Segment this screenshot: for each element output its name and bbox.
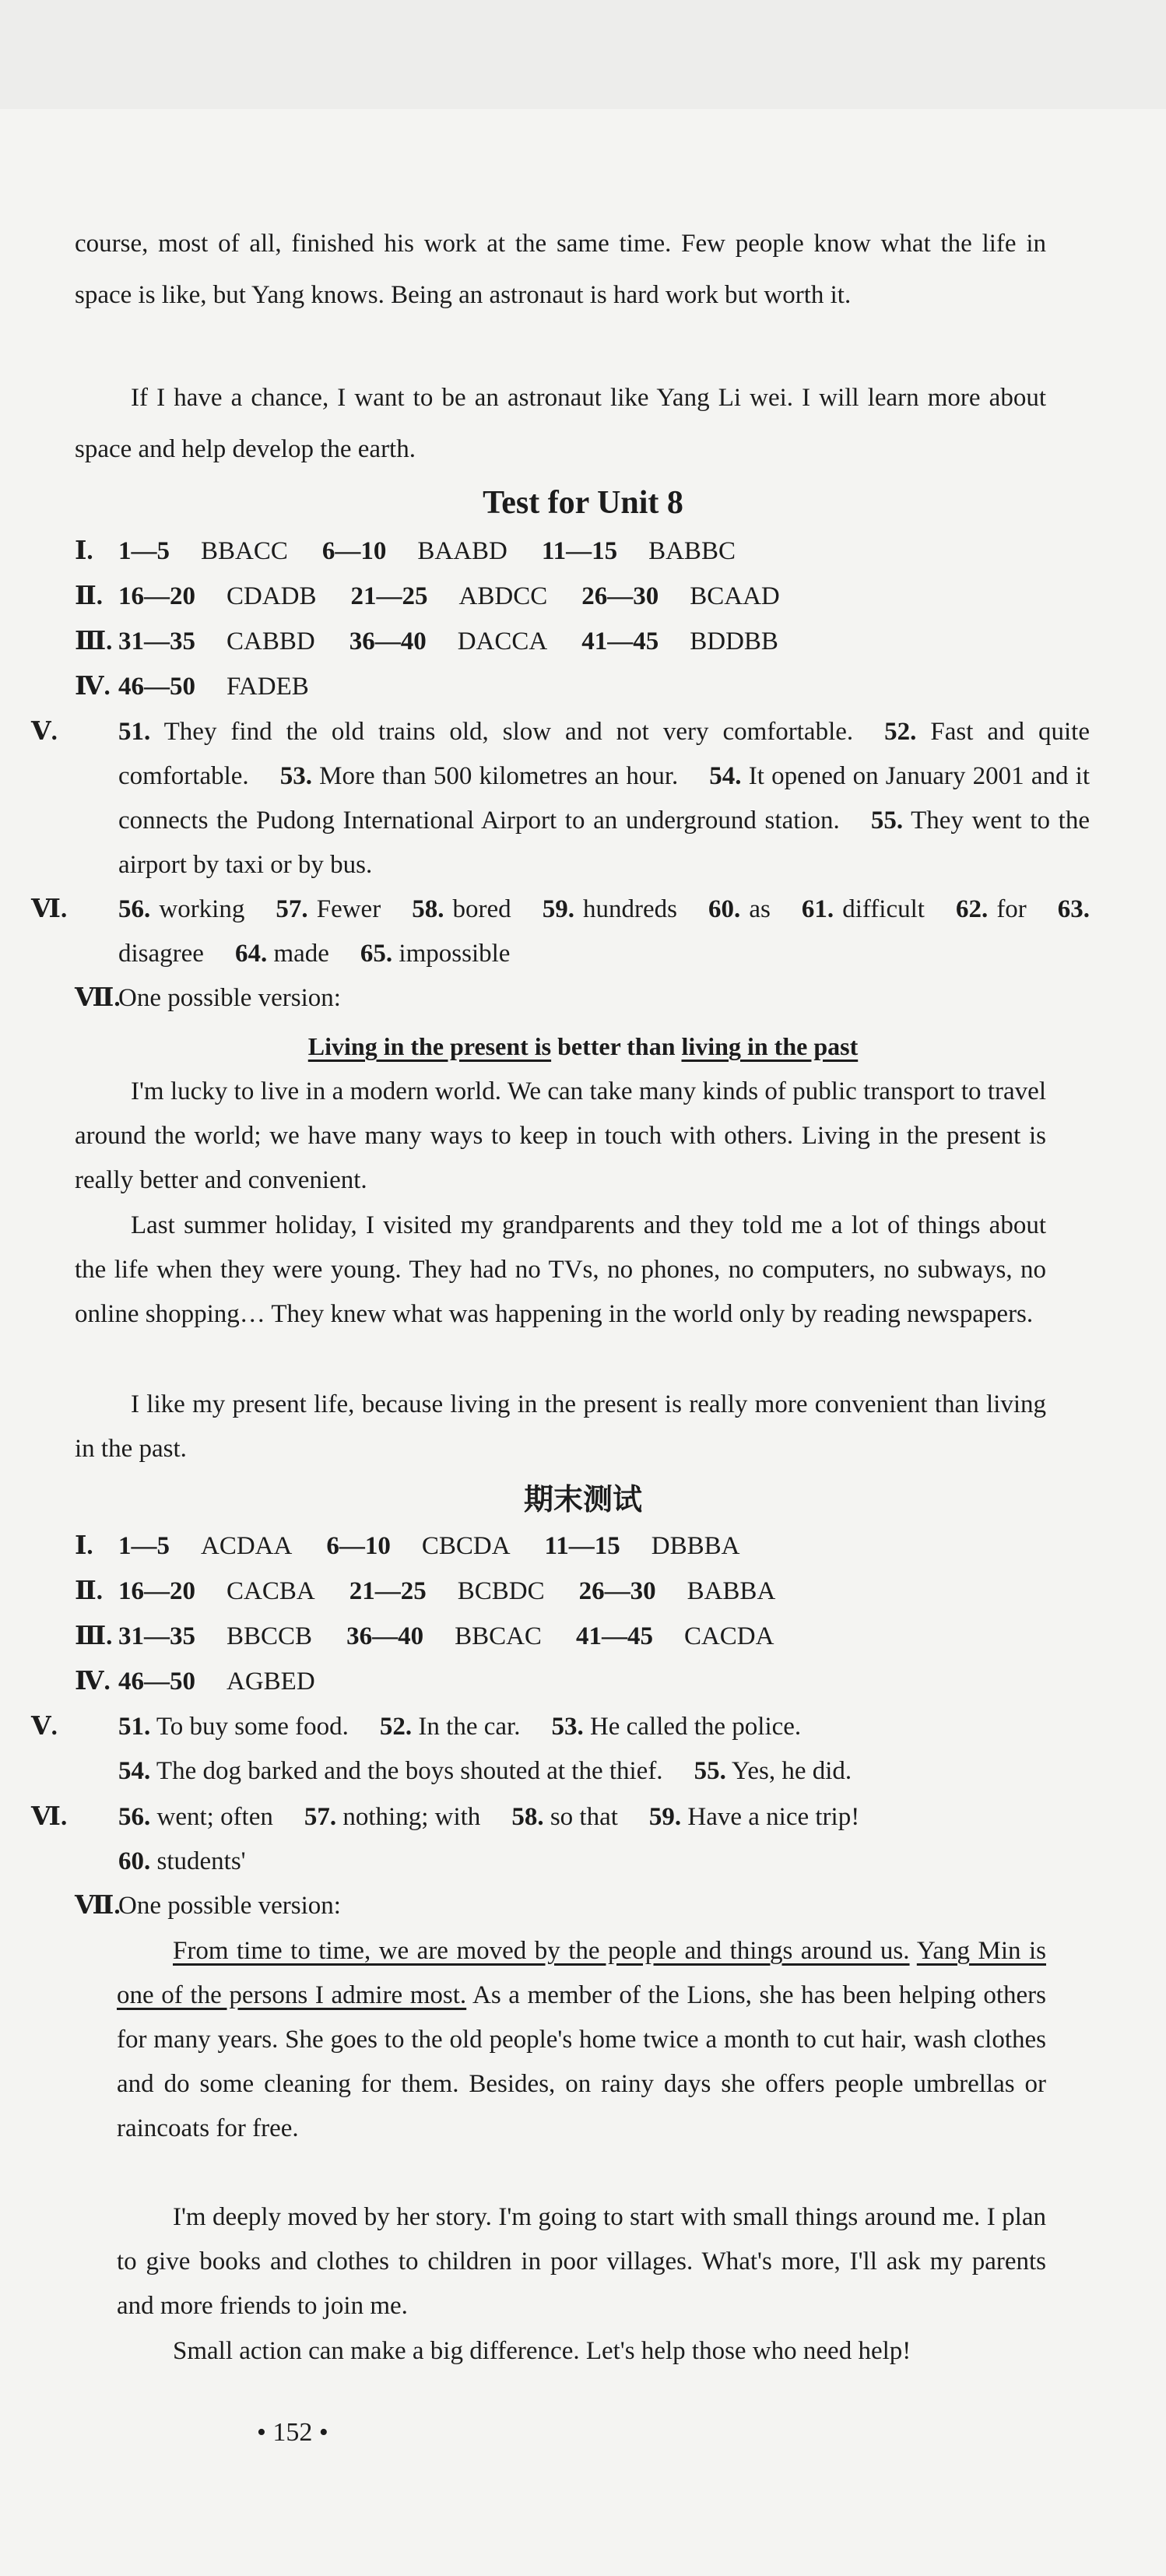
unit8-section-1 — [75, 529, 1055, 573]
answer-text: Fewer — [316, 895, 381, 923]
question-number: 55. — [870, 807, 904, 835]
final-section-2 — [75, 1569, 1055, 1613]
answer-text: for — [996, 895, 1027, 923]
question-number: 57. — [276, 895, 308, 923]
unit8-section-3 — [75, 620, 1055, 663]
question-range: 11—15 — [544, 1532, 620, 1560]
question-range: 36—40 — [349, 627, 427, 655]
question-number: 52. — [884, 718, 917, 746]
answer-text: impossible — [399, 940, 511, 968]
answer-text: as — [749, 895, 771, 923]
answer-text: so that — [550, 1803, 618, 1831]
answers: ABDCC — [458, 582, 548, 610]
intro-paragraph-1: course, most of all, finished his work at the same time. Few people know what the life in space is like, but Yang knows. Being an astronaut is hard work but worth it. — [75, 230, 1046, 309]
question-range: 41—45 — [575, 1622, 653, 1650]
answers: BABBA — [687, 1577, 776, 1605]
section-label: Ⅶ. — [75, 1892, 121, 1920]
answers: BBCCB — [227, 1622, 313, 1650]
answer-text: He called the police. — [589, 1713, 802, 1741]
answers: BBACC — [201, 537, 288, 565]
answers: BCAAD — [690, 582, 780, 610]
question-number: 60. — [118, 1847, 151, 1875]
unit8-essay-paragraph-2: Last summer holiday, I visited my grandparents and they told me a lot of things about the life when they were young. They had no TVs, no phones, no computers, no subways, no online shopping… They knew what was happening in the world only by reading newspapers. — [75, 1211, 1046, 1328]
essay-paragraph-1-rest: As a member of the Lions, she has been helping others for many years. She goes to the old people's home twice a month to cut hair, wash clothes and do some cleaning for them. Besides, on rainy days she offers people umbrellas or raincoats for free. — [117, 1981, 1046, 2142]
unit8-section-7 — [75, 976, 1055, 1020]
section-label: Ⅴ. — [31, 718, 58, 746]
essay-title-part-1: Living in the present is — [307, 1032, 552, 1060]
answers: CBCDA — [421, 1532, 511, 1560]
question-number: 53. — [279, 762, 312, 790]
answer-text: Yes, he did. — [731, 1757, 852, 1785]
answer-text: working — [159, 895, 245, 923]
answer-text: nothing; with — [342, 1803, 481, 1831]
unit8-section-5 — [31, 710, 1090, 887]
answers: CACBA — [227, 1577, 315, 1605]
answers: ACDAA — [201, 1532, 293, 1560]
question-range: 31—35 — [118, 1622, 195, 1650]
answer-text: It opened on January 2001 and it connects the Pudong International Airport to an underground station. — [118, 762, 1090, 835]
question-range: 11—15 — [541, 537, 618, 565]
answers: FADEB — [227, 673, 309, 701]
section-label: Ⅰ. — [75, 1532, 93, 1560]
answers: BCBDC — [457, 1577, 545, 1605]
section-intro: One possible version: — [118, 1892, 341, 1920]
question-number: 60. — [708, 895, 741, 923]
answer-text: The dog barked and the boys shouted at the thief. — [156, 1757, 663, 1785]
scan-top-band — [0, 0, 1166, 109]
answers: BABBC — [648, 537, 736, 565]
section-label: Ⅶ. — [75, 984, 121, 1012]
final-section-1 — [75, 1524, 1055, 1568]
question-number: 54. — [118, 1757, 151, 1785]
section-label: Ⅳ. — [75, 1668, 111, 1696]
section-label: Ⅲ. — [75, 627, 113, 655]
answers: CABBD — [227, 627, 315, 655]
final-section-3 — [75, 1615, 1055, 1658]
question-range: 6—10 — [326, 1532, 391, 1560]
section-label: Ⅱ. — [75, 582, 104, 610]
answer-text: hundreds — [583, 895, 678, 923]
answer-text: disagree — [118, 940, 204, 968]
page-number: • 152 • — [257, 2418, 328, 2447]
question-number: 65. — [360, 940, 393, 968]
answer-text: They went to the airport by taxi or by bus. — [118, 807, 1090, 879]
answer-text: bored — [452, 895, 511, 923]
answers: BAABD — [417, 537, 507, 565]
answer-text: In the car. — [418, 1713, 521, 1741]
question-number: 59. — [542, 895, 574, 923]
final-essay-paragraph-3: Small action can make a big difference. Let's help those who need help! — [173, 2337, 911, 2365]
answer-text: students' — [156, 1847, 246, 1875]
question-number: 56. — [118, 895, 151, 923]
question-range: 26—30 — [581, 582, 659, 610]
question-number: 57. — [304, 1803, 337, 1831]
answer-text: Have a nice trip! — [687, 1803, 860, 1831]
answer-text: To buy some food. — [156, 1713, 349, 1741]
answers: BBCAC — [455, 1622, 542, 1650]
question-number: 52. — [379, 1713, 413, 1741]
question-range: 21—25 — [349, 1577, 427, 1605]
question-range: 1—5 — [118, 1532, 170, 1560]
question-number: 62. — [955, 895, 989, 923]
final-section-5 — [31, 1705, 1090, 1794]
final-section-7 — [75, 1884, 1055, 1928]
question-range: 1—5 — [118, 537, 170, 565]
section-intro: One possible version: — [118, 984, 341, 1012]
question-range: 41—45 — [581, 627, 659, 655]
unit8-title: Test for Unit 8 — [483, 485, 683, 521]
answer-text: More than 500 kilometres an hour. — [319, 762, 679, 790]
question-number: 53. — [551, 1713, 584, 1741]
question-number: 58. — [511, 1803, 544, 1831]
section-label: Ⅳ. — [75, 673, 111, 701]
unit8-essay-paragraph-3: I like my present life, because living in the present is really more convenient than living in the past. — [75, 1390, 1046, 1463]
question-number: 63. — [1057, 895, 1090, 923]
question-number: 59. — [648, 1803, 682, 1831]
final-section-4 — [75, 1660, 1055, 1703]
question-number: 51. — [118, 1713, 151, 1741]
essay-underlined-sentence-1: From time to time, we are moved by the people and things around us. — [173, 1937, 910, 1965]
essay-title-part-3: living in the past — [681, 1032, 859, 1060]
section-label: Ⅴ. — [31, 1713, 58, 1741]
question-number: 55. — [694, 1757, 726, 1785]
unit8-section-6 — [31, 887, 1090, 976]
question-number: 61. — [801, 895, 834, 923]
question-number: 51. — [118, 718, 151, 746]
question-range: 36—40 — [346, 1622, 424, 1650]
essay-title-part-2: better than — [551, 1032, 682, 1060]
answers: AGBED — [227, 1668, 315, 1696]
unit8-section-2 — [75, 575, 1055, 618]
section-label: Ⅱ. — [75, 1577, 104, 1605]
answers: DBBBA — [651, 1532, 740, 1560]
question-range: 26—30 — [578, 1577, 656, 1605]
answers: CACDA — [683, 1622, 774, 1650]
answer-text: difficult — [842, 895, 925, 923]
section-label: Ⅵ. — [31, 895, 68, 923]
unit8-essay-title — [0, 1024, 1166, 1069]
section-label: Ⅰ. — [75, 537, 93, 565]
final-essay-paragraph-1 — [117, 1929, 1046, 2151]
question-number: 58. — [412, 895, 444, 923]
final-essay-paragraph-2: I'm deeply moved by her story. I'm going to start with small things around me. I plan to give books and clothes to children in poor villages. What's more, I'll ask my parents and more friends to join me. — [117, 2203, 1046, 2320]
answer-text: made — [273, 940, 329, 968]
answer-text: went; often — [156, 1803, 273, 1831]
unit8-section-4 — [75, 665, 1055, 708]
question-range: 6—10 — [321, 537, 387, 565]
answer-text: Fast and quite comfortable. — [118, 718, 1090, 790]
answers: DACCA — [457, 627, 548, 655]
question-range: 31—35 — [118, 627, 195, 655]
intro-paragraph-2: If I have a chance, I want to be an astronaut like Yang Li wei. I will learn more about space and help develop the earth. — [75, 384, 1046, 463]
question-range: 16—20 — [118, 582, 195, 610]
final-section-6 — [31, 1795, 1090, 1884]
section-label: Ⅲ. — [75, 1622, 113, 1650]
question-range: 21—25 — [350, 582, 428, 610]
essay-underlined-sentence-2: Yang Min is one of the persons I admire most. — [117, 1937, 1046, 2009]
question-range: 16—20 — [118, 1577, 195, 1605]
answers: BDDBB — [690, 627, 778, 655]
final-test-title: 期末测试 — [523, 1482, 642, 1516]
question-number: 56. — [118, 1803, 151, 1831]
question-number: 54. — [709, 762, 742, 790]
section-label: Ⅵ. — [31, 1803, 68, 1831]
question-number: 64. — [234, 940, 268, 968]
question-range: 46—50 — [118, 673, 195, 701]
answer-text: They find the old trains old, slow and not very comfortable. — [163, 718, 854, 746]
unit8-essay-paragraph-1: I'm lucky to live in a modern world. We can take many kinds of public transport to travel around the world; we have many ways to keep in touch with others. Living in the present is really better and convenient. — [75, 1077, 1046, 1194]
answers: CDADB — [227, 582, 317, 610]
question-range: 46—50 — [118, 1668, 195, 1696]
